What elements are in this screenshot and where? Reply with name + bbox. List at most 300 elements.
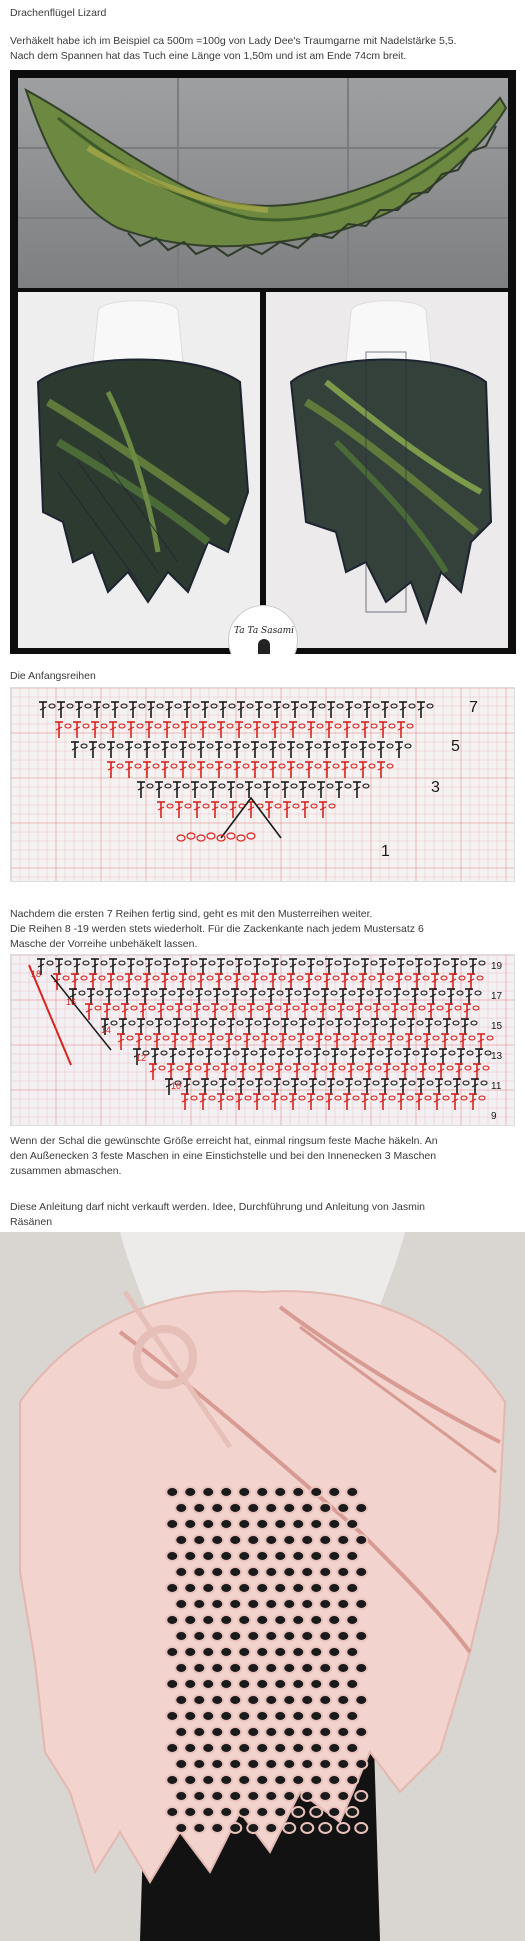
mesh-hole bbox=[229, 1503, 241, 1513]
mesh-hole bbox=[265, 1503, 277, 1513]
mesh-hole bbox=[274, 1551, 286, 1561]
mesh-hole bbox=[319, 1599, 331, 1609]
chart2-row-number-right: 19 bbox=[491, 961, 503, 972]
mesh-hole bbox=[292, 1615, 304, 1625]
mesh-hole bbox=[337, 1823, 349, 1833]
mesh-hole bbox=[166, 1775, 178, 1785]
mesh-hole bbox=[292, 1647, 304, 1657]
mesh-hole bbox=[355, 1503, 367, 1513]
mesh-hole bbox=[310, 1583, 322, 1593]
mesh-hole bbox=[184, 1551, 196, 1561]
chart1-row-3 bbox=[107, 762, 393, 778]
mesh-hole bbox=[175, 1567, 187, 1577]
mesh-hole bbox=[193, 1727, 205, 1737]
mesh-hole bbox=[211, 1599, 223, 1609]
mesh-hole bbox=[355, 1759, 367, 1769]
mesh-hole bbox=[211, 1791, 223, 1801]
mesh-hole bbox=[220, 1519, 232, 1529]
mesh-hole bbox=[166, 1615, 178, 1625]
mesh-hole bbox=[319, 1631, 331, 1641]
mesh-hole bbox=[256, 1743, 268, 1753]
mesh-hole bbox=[229, 1535, 241, 1545]
mesh-hole bbox=[175, 1695, 187, 1705]
mesh-hole bbox=[355, 1663, 367, 1673]
mesh-hole bbox=[346, 1807, 358, 1817]
mesh-hole bbox=[166, 1583, 178, 1593]
mesh-hole bbox=[310, 1551, 322, 1561]
mesh-hole bbox=[238, 1807, 250, 1817]
mesh-hole bbox=[319, 1663, 331, 1673]
mesh-hole bbox=[184, 1679, 196, 1689]
pattern-line-2: Die Reihen 8 -19 werden stets wiederholt. Für die Zackenkante nach jedem Mustersatz 6 bbox=[10, 923, 424, 935]
mesh-hole bbox=[247, 1631, 259, 1641]
mesh-hole bbox=[202, 1519, 214, 1529]
mesh-hole bbox=[184, 1711, 196, 1721]
chart1-row-number: 5 bbox=[451, 738, 460, 755]
intro-text bbox=[10, 34, 515, 64]
mesh-hole bbox=[337, 1727, 349, 1737]
edging-line-2: den Außenecken 3 feste Maschen in eine Einstichstelle und bei den Innenecken 3 Maschen bbox=[10, 1150, 437, 1162]
mesh-hole bbox=[283, 1663, 295, 1673]
mesh-hole bbox=[193, 1631, 205, 1641]
mesh-hole bbox=[310, 1487, 322, 1497]
mesh-hole bbox=[283, 1759, 295, 1769]
mesh-hole bbox=[292, 1711, 304, 1721]
mesh-hole bbox=[265, 1727, 277, 1737]
mesh-hole bbox=[175, 1663, 187, 1673]
mesh-hole bbox=[211, 1823, 223, 1833]
mesh-hole bbox=[202, 1679, 214, 1689]
license-line-1: Diese Anleitung darf nicht verkauft werden. Idee, Durchführung und Anleitung von Jasmin bbox=[10, 1201, 426, 1213]
mesh-hole bbox=[301, 1663, 313, 1673]
mesh-hole bbox=[319, 1567, 331, 1577]
mesh-hole bbox=[301, 1599, 313, 1609]
mesh-hole bbox=[283, 1599, 295, 1609]
mesh-hole bbox=[328, 1775, 340, 1785]
mesh-hole bbox=[283, 1535, 295, 1545]
mesh-hole bbox=[211, 1503, 223, 1513]
mesh-hole bbox=[265, 1791, 277, 1801]
mesh-hole bbox=[346, 1487, 358, 1497]
mesh-hole bbox=[202, 1615, 214, 1625]
chart1-row-2 bbox=[71, 742, 411, 758]
chart1-row-4 bbox=[137, 782, 369, 798]
mesh-hole bbox=[256, 1583, 268, 1593]
mesh-hole bbox=[310, 1647, 322, 1657]
mesh-hole bbox=[211, 1759, 223, 1769]
mesh-hole bbox=[166, 1743, 178, 1753]
mesh-hole bbox=[346, 1551, 358, 1561]
mesh-hole bbox=[355, 1823, 367, 1833]
mesh-hole bbox=[256, 1615, 268, 1625]
mesh-hole bbox=[247, 1823, 259, 1833]
mesh-hole bbox=[319, 1727, 331, 1737]
chart2-row-number-right: 17 bbox=[491, 991, 503, 1002]
chart2-row-number-right: 9 bbox=[491, 1111, 497, 1122]
mesh-hole bbox=[265, 1759, 277, 1769]
mesh-hole bbox=[328, 1615, 340, 1625]
first-rows-heading: Die Anfangsreihen bbox=[10, 670, 96, 682]
mesh-hole bbox=[238, 1679, 250, 1689]
mesh-hole bbox=[355, 1631, 367, 1641]
logo-figure-icon bbox=[258, 639, 270, 654]
mesh-hole bbox=[274, 1775, 286, 1785]
mesh-hole bbox=[274, 1807, 286, 1817]
mesh-hole bbox=[229, 1759, 241, 1769]
mesh-hole bbox=[337, 1503, 349, 1513]
mesh-hole bbox=[175, 1823, 187, 1833]
mesh-hole bbox=[166, 1551, 178, 1561]
mesh-hole bbox=[274, 1711, 286, 1721]
mesh-hole bbox=[238, 1551, 250, 1561]
mesh-hole bbox=[184, 1743, 196, 1753]
shawl-flat-photo bbox=[18, 78, 508, 288]
mesh-hole bbox=[193, 1599, 205, 1609]
mesh-hole bbox=[283, 1791, 295, 1801]
mesh-hole bbox=[337, 1567, 349, 1577]
edging-line-3: zusammen abmaschen. bbox=[10, 1165, 122, 1177]
tile-wall-lines bbox=[18, 78, 508, 288]
mesh-hole bbox=[337, 1599, 349, 1609]
mesh-hole bbox=[301, 1535, 313, 1545]
chart1-row-number: 7 bbox=[469, 699, 478, 716]
mesh-hole bbox=[328, 1583, 340, 1593]
mesh-hole bbox=[184, 1583, 196, 1593]
mesh-hole bbox=[292, 1679, 304, 1689]
mesh-hole bbox=[229, 1791, 241, 1801]
mesh-hole bbox=[346, 1679, 358, 1689]
chart2-row-2 bbox=[69, 989, 481, 1005]
mesh-hole bbox=[166, 1647, 178, 1657]
mesh-hole bbox=[301, 1695, 313, 1705]
mesh-hole bbox=[355, 1567, 367, 1577]
chart1-chain-stitch bbox=[177, 835, 185, 841]
mesh-hole bbox=[202, 1647, 214, 1657]
mesh-hole bbox=[229, 1823, 241, 1833]
mesh-hole bbox=[319, 1759, 331, 1769]
mesh-hole bbox=[175, 1759, 187, 1769]
mesh-hole bbox=[355, 1727, 367, 1737]
mesh-hole bbox=[337, 1535, 349, 1545]
shawl-photo-collage bbox=[10, 70, 516, 654]
pattern-repeat-chart-svg bbox=[11, 955, 515, 1126]
mesh-hole bbox=[193, 1823, 205, 1833]
mesh-hole bbox=[310, 1775, 322, 1785]
chart2-row-number-left: 14 bbox=[101, 1025, 112, 1035]
mesh-hole bbox=[229, 1695, 241, 1705]
mesh-hole bbox=[274, 1583, 286, 1593]
mesh-hole bbox=[310, 1743, 322, 1753]
mesh-hole bbox=[247, 1503, 259, 1513]
mesh-hole bbox=[328, 1487, 340, 1497]
mesh-hole bbox=[301, 1759, 313, 1769]
mesh-hole bbox=[346, 1615, 358, 1625]
mesh-hole bbox=[292, 1807, 304, 1817]
mesh-hole bbox=[292, 1583, 304, 1593]
mesh-hole bbox=[193, 1567, 205, 1577]
mesh-hole bbox=[328, 1519, 340, 1529]
mesh-hole bbox=[193, 1503, 205, 1513]
mesh-hole bbox=[256, 1807, 268, 1817]
mesh-hole bbox=[355, 1535, 367, 1545]
pink-shawl-drawing bbox=[0, 1232, 525, 1941]
mesh-hole bbox=[211, 1631, 223, 1641]
mesh-hole bbox=[346, 1647, 358, 1657]
chart1-chain-stitch bbox=[237, 835, 245, 841]
mesh-hole bbox=[292, 1519, 304, 1529]
mesh-hole bbox=[220, 1583, 232, 1593]
first-rows-chart bbox=[10, 687, 515, 882]
mesh-hole bbox=[175, 1631, 187, 1641]
chart2-row-3 bbox=[85, 1004, 479, 1020]
mesh-hole bbox=[238, 1711, 250, 1721]
mesh-hole bbox=[166, 1711, 178, 1721]
mesh-hole bbox=[355, 1791, 367, 1801]
mesh-hole bbox=[229, 1663, 241, 1673]
mesh-hole bbox=[256, 1711, 268, 1721]
mesh-hole bbox=[283, 1727, 295, 1737]
mesh-hole bbox=[319, 1695, 331, 1705]
mesh-hole bbox=[301, 1631, 313, 1641]
mesh-hole bbox=[265, 1631, 277, 1641]
mesh-hole bbox=[256, 1647, 268, 1657]
mesh-hole bbox=[184, 1807, 196, 1817]
mesh-hole bbox=[220, 1615, 232, 1625]
mesh-hole bbox=[292, 1775, 304, 1785]
mesh-hole bbox=[283, 1567, 295, 1577]
mesh-hole bbox=[319, 1503, 331, 1513]
mesh-hole bbox=[310, 1807, 322, 1817]
mesh-hole bbox=[319, 1823, 331, 1833]
mesh-hole bbox=[265, 1695, 277, 1705]
mesh-hole bbox=[310, 1679, 322, 1689]
mesh-hole bbox=[211, 1535, 223, 1545]
mesh-hole bbox=[319, 1791, 331, 1801]
chart2-row-5 bbox=[117, 1034, 493, 1050]
mesh-hole bbox=[211, 1695, 223, 1705]
mesh-hole bbox=[220, 1807, 232, 1817]
mesh-hole bbox=[274, 1487, 286, 1497]
chart2-row-number-right: 15 bbox=[491, 1021, 503, 1032]
chart1-chain-stitch bbox=[227, 833, 235, 839]
mesh-hole bbox=[337, 1791, 349, 1801]
mesh-hole bbox=[211, 1663, 223, 1673]
chart2-row-number-right: 13 bbox=[491, 1051, 503, 1062]
pattern-line-1: Nachdem die ersten 7 Reihen fertig sind, geht es mit den Musterreihen weiter. bbox=[10, 908, 373, 920]
mesh-hole bbox=[202, 1807, 214, 1817]
mesh-hole bbox=[247, 1663, 259, 1673]
mesh-hole bbox=[220, 1743, 232, 1753]
mesh-hole bbox=[220, 1647, 232, 1657]
mesh-hole bbox=[211, 1727, 223, 1737]
mesh-hole bbox=[202, 1711, 214, 1721]
mesh-hole bbox=[184, 1647, 196, 1657]
mesh-hole bbox=[301, 1727, 313, 1737]
mesh-hole bbox=[346, 1711, 358, 1721]
mesh-hole bbox=[292, 1487, 304, 1497]
mesh-hole bbox=[220, 1775, 232, 1785]
mesh-hole bbox=[355, 1599, 367, 1609]
edging-text bbox=[10, 1134, 515, 1179]
mesh-hole bbox=[175, 1727, 187, 1737]
mesh-hole bbox=[355, 1695, 367, 1705]
shawl-mannequin-photo-left bbox=[18, 292, 260, 648]
mesh-hole bbox=[238, 1583, 250, 1593]
mesh-hole bbox=[310, 1519, 322, 1529]
mesh-hole bbox=[166, 1679, 178, 1689]
mesh-hole bbox=[166, 1807, 178, 1817]
mesh-hole bbox=[265, 1567, 277, 1577]
mesh-hole bbox=[265, 1599, 277, 1609]
mesh-hole bbox=[247, 1599, 259, 1609]
mesh-hole bbox=[328, 1551, 340, 1561]
intro-line-1: Verhäkelt habe ich im Beispiel ca 500m =100g von Lady Dee's Traumgarne mit Nadelstärke 5,5. bbox=[10, 35, 457, 47]
mesh-hole bbox=[166, 1519, 178, 1529]
mesh-hole bbox=[184, 1775, 196, 1785]
mesh-hole bbox=[247, 1535, 259, 1545]
mesh-hole bbox=[301, 1823, 313, 1833]
mesh-hole bbox=[238, 1775, 250, 1785]
pattern-repeat-chart bbox=[10, 954, 515, 1126]
mannequin-right-drawing bbox=[266, 292, 508, 648]
mesh-hole bbox=[310, 1615, 322, 1625]
chart1-row-1 bbox=[55, 722, 413, 738]
mesh-hole bbox=[202, 1551, 214, 1561]
chart2-row-number-left: 12 bbox=[136, 1053, 147, 1063]
mesh-hole bbox=[238, 1487, 250, 1497]
chart1-row-number: 3 bbox=[431, 779, 440, 796]
mesh-hole bbox=[301, 1567, 313, 1577]
mannequin-left-drawing bbox=[18, 292, 260, 648]
chart2-row-9 bbox=[181, 1094, 485, 1110]
mesh-hole bbox=[283, 1503, 295, 1513]
mesh-hole bbox=[274, 1519, 286, 1529]
chart1-chain-stitch bbox=[197, 835, 205, 841]
license-text bbox=[10, 1200, 515, 1230]
pattern-rows-text bbox=[10, 907, 515, 952]
mesh-hole bbox=[346, 1775, 358, 1785]
chart2-row-0 bbox=[37, 959, 485, 975]
chart2-row-number-left: 10 bbox=[171, 1081, 182, 1091]
license-line-2: Räsänen bbox=[10, 1216, 53, 1228]
mesh-hole bbox=[202, 1743, 214, 1753]
mesh-hole bbox=[175, 1535, 187, 1545]
mesh-hole bbox=[184, 1519, 196, 1529]
mesh-hole bbox=[220, 1711, 232, 1721]
mesh-hole bbox=[202, 1487, 214, 1497]
mesh-hole bbox=[193, 1695, 205, 1705]
mesh-hole bbox=[337, 1759, 349, 1769]
mesh-hole bbox=[238, 1519, 250, 1529]
mesh-hole bbox=[274, 1647, 286, 1657]
mesh-hole bbox=[229, 1631, 241, 1641]
mesh-hole bbox=[247, 1695, 259, 1705]
mesh-hole bbox=[346, 1743, 358, 1753]
mesh-hole bbox=[175, 1599, 187, 1609]
mesh-hole bbox=[256, 1487, 268, 1497]
mesh-hole bbox=[229, 1599, 241, 1609]
mesh-hole bbox=[274, 1679, 286, 1689]
mesh-hole bbox=[265, 1823, 277, 1833]
mesh-hole bbox=[193, 1791, 205, 1801]
chart2-row-number-left: 16 bbox=[66, 997, 77, 1007]
mesh-hole bbox=[238, 1615, 250, 1625]
mesh-hole bbox=[301, 1503, 313, 1513]
chart2-row-number-left: 18 bbox=[31, 969, 42, 979]
mesh-hole bbox=[274, 1615, 286, 1625]
mesh-hole bbox=[274, 1743, 286, 1753]
pattern-line-3: Masche der Vorreihe unbehäkelt lassen. bbox=[10, 938, 198, 950]
mesh-hole bbox=[337, 1695, 349, 1705]
chart2-row-number-right: 11 bbox=[491, 1081, 502, 1092]
mesh-hole bbox=[328, 1807, 340, 1817]
chart1-row-number: 1 bbox=[381, 843, 390, 860]
mesh-hole bbox=[220, 1679, 232, 1689]
edging-line-1: Wenn der Schal die gewünschte Größe erreicht hat, einmal ringsum feste Mache häkeln. An bbox=[10, 1135, 438, 1147]
mesh-hole bbox=[256, 1679, 268, 1689]
mesh-hole bbox=[337, 1663, 349, 1673]
mesh-hole bbox=[247, 1791, 259, 1801]
mesh-hole bbox=[202, 1775, 214, 1785]
mesh-hole bbox=[229, 1567, 241, 1577]
mesh-hole bbox=[328, 1679, 340, 1689]
mesh-hole bbox=[229, 1727, 241, 1737]
mesh-hole bbox=[175, 1503, 187, 1513]
mesh-hole bbox=[310, 1711, 322, 1721]
chart2-stitch-rows bbox=[29, 959, 493, 1110]
logo-text: Ta Ta Sasami bbox=[234, 626, 294, 636]
mesh-hole bbox=[220, 1487, 232, 1497]
mesh-hole bbox=[337, 1631, 349, 1641]
mesh-hole bbox=[283, 1695, 295, 1705]
mesh-hole bbox=[202, 1583, 214, 1593]
mesh-hole bbox=[265, 1663, 277, 1673]
mesh-hole bbox=[346, 1519, 358, 1529]
mesh-hole bbox=[193, 1759, 205, 1769]
intro-line-2: Nach dem Spannen hat das Tuch eine Länge von 1,50m und ist am Ende 74cm breit. bbox=[10, 50, 407, 62]
pink-shawl-photo bbox=[0, 1232, 525, 1941]
mesh-hole bbox=[211, 1567, 223, 1577]
mesh-hole bbox=[193, 1535, 205, 1545]
mesh-hole bbox=[301, 1791, 313, 1801]
mesh-hole bbox=[175, 1791, 187, 1801]
mesh-hole bbox=[292, 1551, 304, 1561]
mesh-hole bbox=[265, 1535, 277, 1545]
mesh-hole bbox=[319, 1535, 331, 1545]
mesh-hole bbox=[193, 1663, 205, 1673]
mesh-hole bbox=[283, 1823, 295, 1833]
mesh-hole bbox=[184, 1615, 196, 1625]
shawl-mannequin-photo-right bbox=[266, 292, 508, 648]
mesh-hole bbox=[184, 1487, 196, 1497]
mesh-hole bbox=[328, 1743, 340, 1753]
mesh-hole bbox=[328, 1711, 340, 1721]
chart2-row-6 bbox=[133, 1049, 491, 1065]
mesh-hole bbox=[247, 1567, 259, 1577]
mesh-hole bbox=[346, 1583, 358, 1593]
pattern-title: Drachenflügel Lizard bbox=[10, 7, 107, 19]
mesh-hole bbox=[283, 1631, 295, 1641]
mesh-hole bbox=[166, 1487, 178, 1497]
first-rows-chart-svg bbox=[11, 688, 515, 882]
mesh-hole bbox=[328, 1647, 340, 1657]
mesh-hole bbox=[256, 1519, 268, 1529]
mesh-hole bbox=[247, 1759, 259, 1769]
mesh-hole bbox=[256, 1551, 268, 1561]
chart1-chain-stitch bbox=[207, 833, 215, 839]
mesh-hole bbox=[247, 1727, 259, 1737]
mesh-hole bbox=[220, 1551, 232, 1561]
